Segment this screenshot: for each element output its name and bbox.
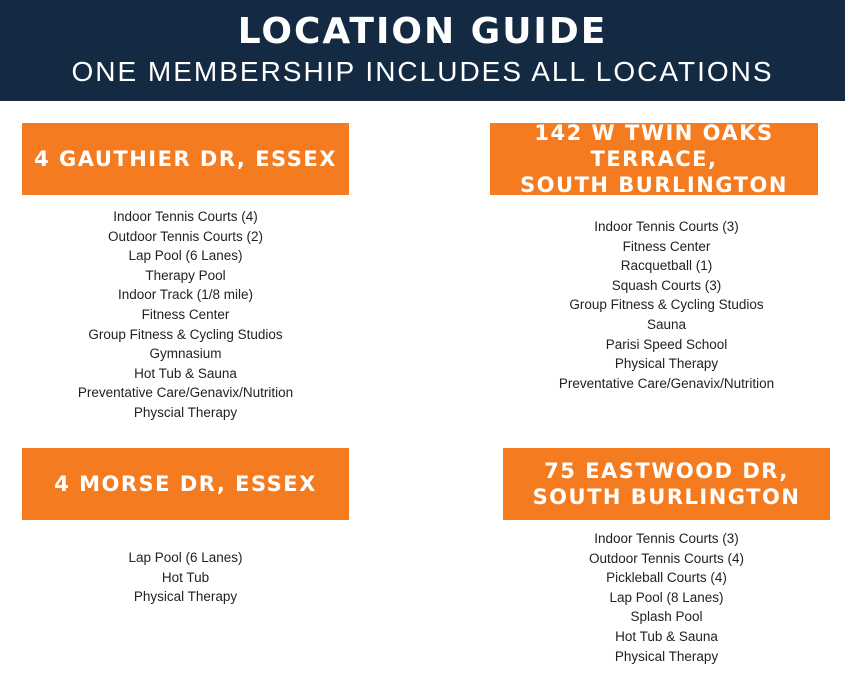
amenity-item: Lap Pool (6 Lanes) (128, 550, 243, 565)
amenity-item: Splash Pool (630, 609, 703, 625)
location-heading-eastwood (503, 448, 830, 520)
location-heading-morse (22, 448, 349, 520)
amenity-item: Gymnasium (149, 346, 222, 362)
location-name: 4 GAUTHIER DR, ESSEX (34, 147, 337, 171)
amenity-item: Indoor Track (1/8 mile) (117, 287, 254, 303)
amenity-list-gauthier (22, 207, 349, 423)
amenity-item: Indoor Tennis Courts (4) (113, 209, 258, 224)
amenity-item: Physical Therapy (614, 648, 719, 664)
amenity-item: Parisi Speed School (605, 336, 728, 352)
amenity-list-eastwood (503, 529, 830, 666)
page-title: LOCATION GUIDE (237, 11, 608, 52)
amenity-item: Hot Tub (161, 569, 210, 585)
amenity-list-morse (22, 548, 349, 607)
amenity-item: Fitness Center (141, 306, 230, 322)
amenity-item: Physcial Therapy (133, 404, 238, 420)
amenity-item: Squash Courts (3) (611, 277, 722, 293)
amenity-item: Outdoor Tennis Courts (4) (588, 550, 745, 566)
amenity-item: Hot Tub & Sauna (134, 365, 237, 381)
amenity-item: Preventative Care/Genavix/Nutrition (77, 385, 294, 401)
amenity-item: Group Fitness & Cycling Studios (569, 297, 764, 313)
amenity-item: Fitness Center (622, 238, 711, 254)
amenity-item: Lap Pool (8 Lanes) (609, 589, 724, 605)
header-banner (0, 0, 845, 101)
amenity-item: Outdoor Tennis Courts (2) (107, 228, 264, 244)
location-heading-gauthier (22, 123, 349, 195)
amenity-item: Indoor Tennis Courts (3) (594, 531, 739, 546)
amenity-item: Physical Therapy (133, 589, 238, 605)
amenity-item: Lap Pool (6 Lanes) (128, 248, 243, 264)
amenity-item: Physical Therapy (614, 356, 719, 372)
amenity-item: Indoor Tennis Courts (3) (594, 219, 739, 234)
amenity-item: Hot Tub & Sauna (615, 628, 718, 644)
amenity-item: Preventative Care/Genavix/Nutrition (558, 375, 775, 391)
location-name: 4 MORSE DR, ESSEX (54, 472, 317, 496)
amenity-item: Racquetball (1) (620, 258, 713, 274)
location-name: 142 W TWIN OAKS TERRACE, SOUTH BURLINGTON (520, 121, 788, 197)
location-name: 75 EASTWOOD DR, SOUTH BURLINGTON (532, 459, 801, 509)
amenity-item: Sauna (646, 316, 687, 332)
page-subtitle: ONE MEMBERSHIP INCLUDES ALL LOCATIONS (71, 56, 774, 87)
amenity-item: Pickleball Courts (4) (606, 570, 727, 586)
amenity-item: Therapy Pool (145, 267, 226, 283)
amenity-item: Group Fitness & Cycling Studios (88, 326, 283, 342)
location-heading-twin-oaks (490, 123, 818, 195)
amenity-list-twin-oaks (503, 217, 830, 393)
